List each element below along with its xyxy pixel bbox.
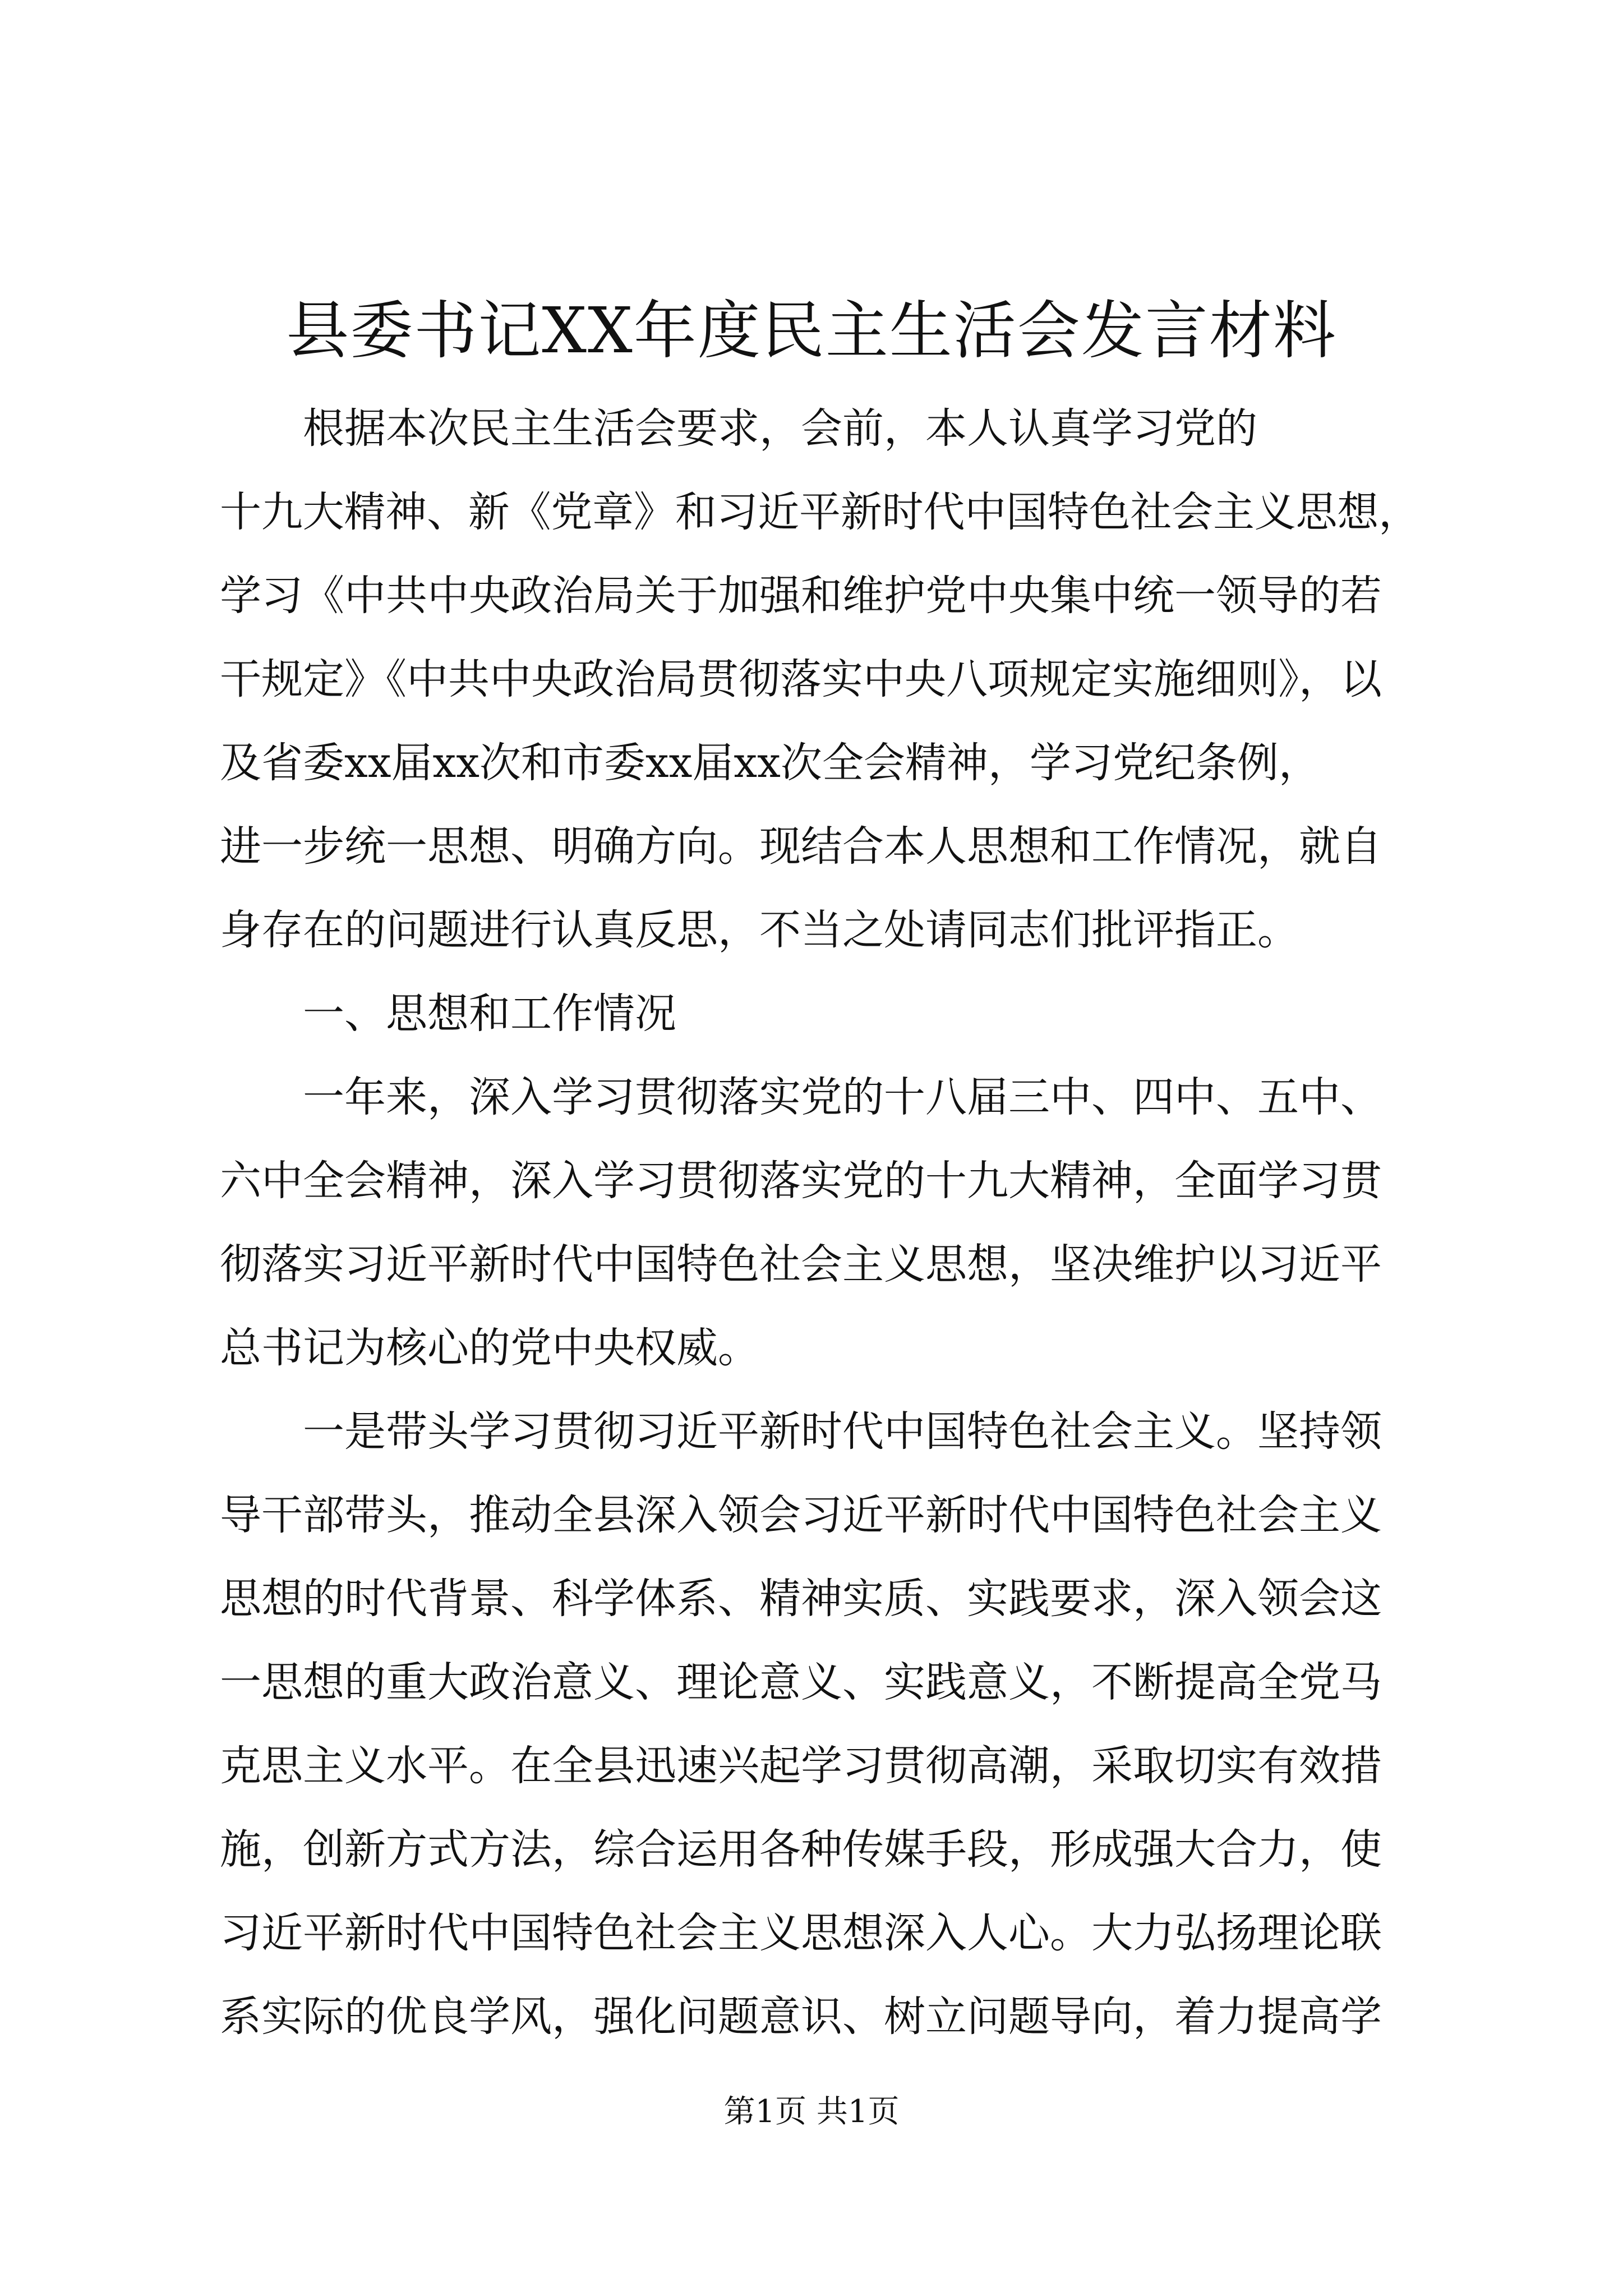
text-line: 及省委xx届xx次和市委xx届xx次全会精神，学习党纪条例， [220,739,1320,787]
text-line: 习近平新时代中国特色社会主义思想深入人心。大力弘扬理论联 [220,1909,1382,1957]
text-line: 一、思想和工作情况 [220,990,676,1038]
text-line: 思想的时代背景、科学体系、精神实质、实践要求，深入领会这 [220,1575,1382,1623]
text-line: 学习《中共中央政治局关于加强和维护党中央集中统一领导的若 [220,572,1382,620]
text-line: 导干部带头，推动全县深入领会习近平新时代中国特色社会主义 [220,1491,1382,1539]
text-line: 施，创新方式方法，综合运用各种传媒手段，形成强大合力，使 [220,1825,1382,1874]
page-footer: 第1页 共1页 [723,2093,900,2130]
text-line: 彻落实习近平新时代中国特色社会主义思想，坚决维护以习近平 [220,1240,1382,1289]
text-line: 十九大精神、新《党章》和习近平新时代中国特色社会主义思想， [220,488,1420,536]
text-line: 总书记为核心的党中央权威。 [220,1324,759,1372]
text-line: 一是带头学习贯彻习近平新时代中国特色社会主义。坚持领 [220,1407,1382,1456]
document-title: 县委书记XX年度民主生活会发言材料 [286,295,1337,367]
text-line: 干规定》《中共中央政治局贯彻落实中央八项规定实施细则》，以 [220,655,1382,703]
text-line: 一思想的重大政治意义、理论意义、实践意义，不断提高全党马 [220,1658,1382,1706]
text-line: 克思主义水平。在全县迅速兴起学习贯彻高潮，采取切实有效措 [220,1742,1382,1790]
text-line: 根据本次民主生活会要求，会前，本人认真学习党的 [220,404,1257,453]
text-line: 进一步统一思想、明确方向。现结合本人思想和工作情况，就自 [220,822,1382,871]
text-line: 身存在的问题进行认真反思，不当之处请同志们批评指正。 [220,906,1299,954]
document-body [220,387,1420,2059]
text-line: 系实际的优良学风，强化问题意识、树立问题导向，着力提高学 [220,1993,1382,2041]
text-line: 一年来，深入学习贯彻落实党的十八届三中、四中、五中、 [220,1073,1382,1121]
text-line: 六中全会精神，深入学习贯彻落实党的十九大精神，全面学习贯 [220,1157,1382,1205]
